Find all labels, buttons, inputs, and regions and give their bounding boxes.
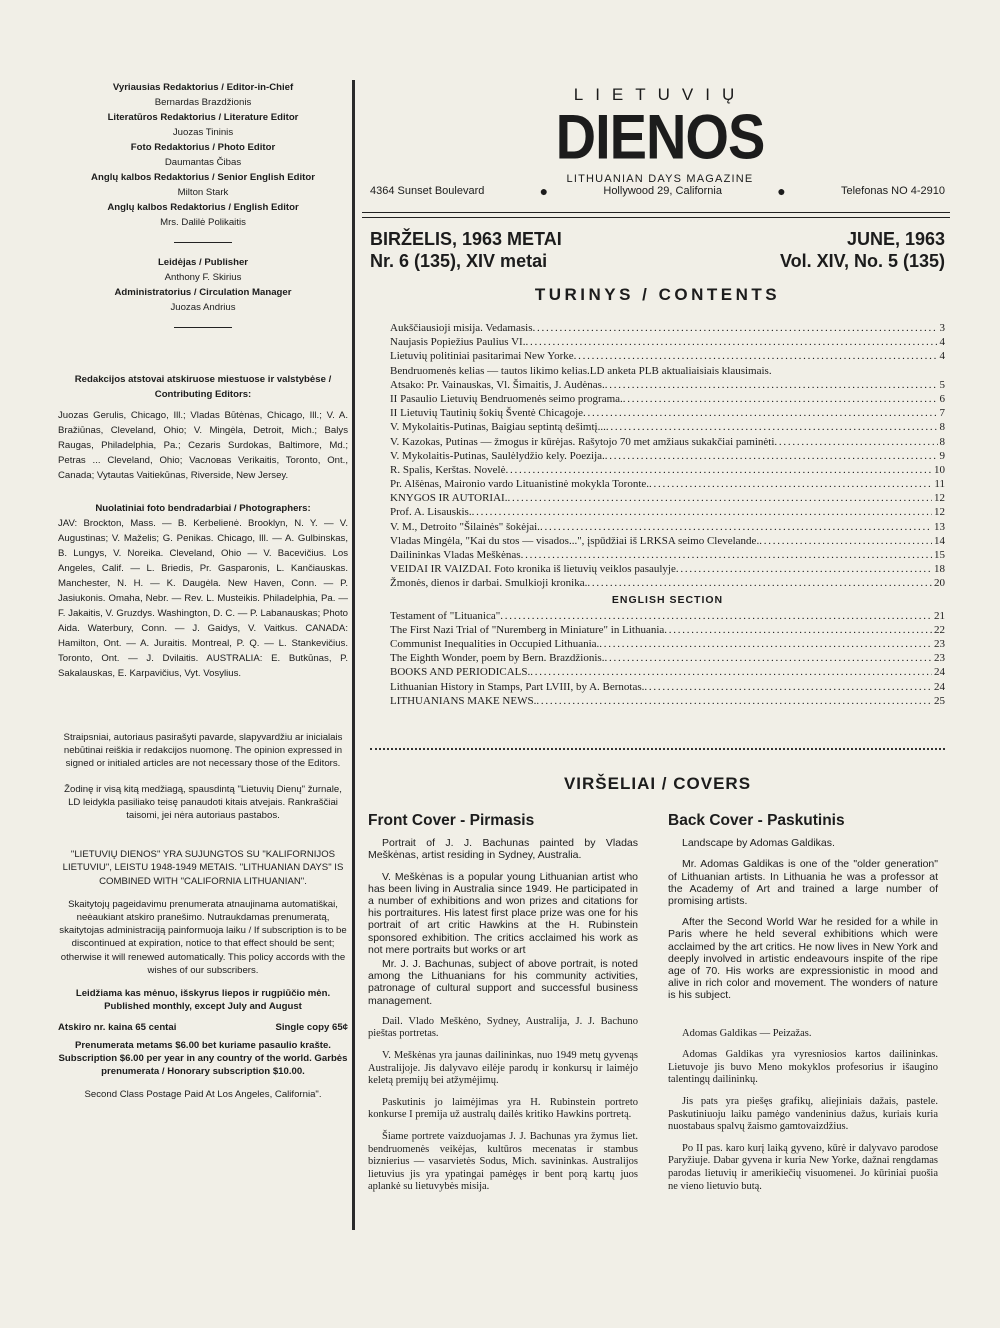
toc-leader-dots (500, 609, 932, 623)
single-price-en: Single copy 65¢ (275, 1022, 348, 1034)
issue-info-en (780, 228, 945, 272)
toc-leader-dots (505, 463, 932, 477)
toc-leader-dots (604, 651, 932, 665)
toc-entry (390, 420, 945, 434)
back-cover-lt-paragraph: Adomas Galdikas — Peizažas. (682, 1027, 812, 1039)
toc-entry-title: V. Kazokas, Putinas — žmogus ir kūrėjas. Rašytojo 70 met amžiaus sukakčiai paminėti (390, 435, 775, 448)
front-cover-en-paragraph: Mr. J. J. Bachunas, subject of above portrait, is noted among the Lithuanians for his community activities, patronage of cultural support and successful business management. (368, 958, 638, 1007)
toc-entry-page: 25 (934, 694, 945, 707)
photographers-heading: Nuolatiniai foto bendradarbiai / Photographers: (95, 503, 311, 514)
contributing-body: Juozas Gerulis, Chicago, Ill.; Vladas Būtėnas, Chicago, Ill.; V. A. Bražiūnas, Cleveland, Ohio; V. Mingėla, Detroit, Mich.; Balys Raugas, Philadelphia, Pa.; Cezaris Surdokas, Baltimore, Md.; Petras ... Cleveland, Ohio; Vacловas Verikaitis, Toronto, Ont., Canada; Vytautas Vaitiekūnas, Riverside, New Jersey. (58, 410, 348, 481)
subscription-notice: Prenumerata metams $6.00 bet kuriame pasaulio krašte. Subscription $6.00 per year in any country of the world. Garbės prenumerata / Honorary subscription $10.00. (58, 1039, 348, 1078)
postage-notice: Second Class Postage Paid At Los Angeles, California". (84, 1089, 322, 1101)
toc-entry-page: 18 (934, 563, 945, 576)
toc-entry-page: 24 (934, 680, 945, 693)
issue-number-lt: Nr. 6 (135), XIV metai (370, 251, 548, 271)
english-contents (390, 609, 945, 708)
toc-entry-title: Atsako: Pr. Vainauskas, Vl. Šimaitis, J. Audėnas. (390, 378, 605, 391)
toc-entry-title: Žmonės, dienos ir darbai. Smulkioji kronika. (390, 577, 588, 590)
front-cover-lt-paragraph: Paskutinis jo laimėjimas yra H. Rubinstein portreto konkurse I premija už australų dailės kritiko Hawkins portretą. (368, 1096, 638, 1121)
toc-entry-title: Communist Inequalities in Occupied Lithuania. (390, 637, 600, 650)
toc-entry-title: Lietuvių politiniai pasitarimai New Yorke (390, 350, 574, 363)
toc-leader-dots (676, 562, 932, 576)
english-editor-name: Mrs. Dalilė Polikaitis (160, 217, 246, 228)
toc-entry-page: 9 (939, 449, 945, 462)
toc-entry (390, 505, 945, 519)
front-cover-title: Front Cover - Pirmasis (368, 812, 535, 829)
lit-editor-name: Juozas Tininis (172, 127, 234, 138)
toc-leader-dots (540, 520, 932, 534)
toc-entry-page: 7 (939, 407, 945, 420)
toc-entry-page: 8 (939, 421, 945, 434)
toc-entry (390, 548, 945, 562)
front-cover-column (368, 812, 638, 1203)
toc-leader-dots (664, 623, 932, 637)
toc-entry-title: V. Mykolaitis-Putinas, Baigiau septintą dešimtį... (390, 421, 606, 434)
lit-editor-label: Literatūros Redaktorius / Literature Editor (107, 112, 299, 123)
column-rule (352, 80, 355, 1230)
issue-number-en: Vol. XIV, No. 5 (135) (779, 251, 945, 271)
photo-editor-label: Foto Redaktorius / Photo Editor (130, 142, 276, 153)
magazine-title: DIENOS (555, 101, 765, 172)
issue-date-lt: BIRŽELIS, 1963 METAI (370, 229, 562, 249)
photographers-body: JAV: Brockton, Mass. — B. Kerbelienė. Brooklyn, N. Y. — V. Augustinas; V. Maželis; G. Penikas. Chicago, Ill. — A. Gulbinskas, B. Lungys, V. Noreika. Cleveland, Ohio — V. Bacevičius. Los Angeles, Calif. — L. Briedis, Pr. Gasparonis, L. Kančiauskas. Manchester, N. H. — K. Daugėla. New Haven, Conn. — P. Jasiukonis. Omaha, Nebr. — Rev. L. Musteikis. Philadelphia, Pa. — F. Jakaitis, V. Gruzdys. Washington, D. C. — P. Labanauskas; Photo Aida. Waterbury, Conn. — J. Gaidys, V. Vaitkus. CANADA: Hamilton, Ont. — A. Juraitis. Montreal, P. Q. — L. Stankevičius. Toronto, Ont. — J. Dvilaitis. AUSTRALIA: E. Butkūnas, P. Sakalauskas, E. Karpavičius, Vyt. Vosylius. (58, 518, 348, 679)
toc-entry-title: II Pasaulio Lietuvių Bendruomenės seimo programa. (390, 392, 623, 405)
admin-label: Administratorius / Circulation Manager (114, 287, 292, 298)
toc-leader-dots (644, 680, 932, 694)
toc-entry-page: 14 (934, 534, 945, 547)
address-line (370, 185, 945, 197)
english-editor-label: Anglų kalbos Redaktorius / English Editor (107, 202, 299, 213)
toc-entry-page: 4 (939, 336, 945, 349)
toc-leader-dots (525, 335, 937, 349)
toc-entry-page: 3 (939, 322, 945, 334)
admin-name: Juozas Andrius (170, 302, 236, 313)
toc-entry-page: 24 (934, 666, 945, 679)
toc-entry (390, 364, 945, 378)
contributing-editors (58, 372, 348, 483)
english-section-heading: ENGLISH SECTION (611, 593, 724, 606)
front-cover-lt-paragraph: Dail. Vlado Meškėno, Sydney, Australija, J. J. Bachuno pieštas portretas. (368, 1015, 638, 1040)
toc-entry-page: 12 (934, 492, 945, 505)
toc-entry-title: KNYGOS IR AUTORIAI. (390, 492, 508, 505)
toc-entry (390, 680, 945, 694)
toc-entry-title: II Lietuvių Tautinių šokių Šventė Chicagoje (390, 407, 584, 420)
masthead-top: LIETUVIŲ (573, 85, 747, 104)
toc-leader-dots (587, 576, 932, 590)
back-cover-en-paragraph: After the Second World War he resided for a while in Paris where he held several exhibitions which were acclaimed by the art critics. He now lives in New York and deeply involved in artistic endeavours inspite of the ripe age of 70. His works are expressionistic in mood and alive in rich color and movement. The wonders of nature is his subject. (668, 916, 938, 1002)
toc-entry (390, 637, 945, 651)
toc-entry-page: 22 (934, 623, 945, 636)
toc-leader-dots (583, 406, 937, 420)
covers-heading: VIRŠELIAI / COVERS (563, 774, 752, 793)
toc-entry (390, 665, 945, 679)
toc-leader-dots (521, 548, 932, 562)
divider (174, 242, 232, 243)
photo-editor-name: Daumantas Čibas (164, 157, 242, 168)
toc-entry (390, 406, 945, 420)
publisher-name: Anthony F. Skirius (164, 272, 242, 283)
issue-info (370, 228, 945, 272)
toc-entry-page: 5 (939, 378, 945, 391)
toc-entry (390, 609, 945, 623)
toc-entry-title: The First Nazi Trial of "Nuremberg in Miniature" in Lithuania (390, 623, 665, 636)
issue-date-en: JUNE, 1963 (846, 229, 945, 249)
back-cover-column (668, 812, 938, 1202)
toc-entry-title: BOOKS AND PERIODICALS. (390, 666, 531, 679)
back-cover-en-paragraph: Landscape by Adomas Galdikas. (682, 837, 835, 850)
toc-entry (390, 534, 945, 548)
toc-leader-dots (649, 477, 932, 491)
toc-entry-title: Pr. Alšėnas, Maironio vardo Lituanistinė mokykla Toronte. (390, 478, 650, 491)
phone-number: Telefonas NO 4-2910 (841, 185, 945, 197)
toc-leader-dots (605, 449, 938, 463)
divider (174, 327, 232, 328)
contributing-heading: Redakcijos atstovai atskiruose miestuose ir valstybėse / Contributing Editors: (74, 374, 332, 400)
toc-entry (390, 463, 945, 477)
masthead (370, 85, 950, 185)
toc-entry (390, 623, 945, 637)
toc-entry-page: 8 (939, 435, 945, 448)
toc-entry-title: Dailininkas Vladas Meškėnas (390, 549, 521, 561)
toc-leader-dots (759, 534, 932, 548)
toc-entry (390, 651, 945, 665)
staff-column (58, 80, 348, 1101)
toc-entry-page: 13 (934, 520, 945, 533)
toc-entry (390, 520, 945, 534)
toc-leader-dots (774, 435, 937, 449)
toc-entry-title: The Eighth Wonder, poem by Bern. Brazdžionis. (390, 652, 605, 665)
back-cover-lt-paragraph: Adomas Galdikas yra vyresniosios kartos dailininkas. Lietuvoje jis buvo Meno mokyklos profesorius ir išaugino talentingų dailininkų. (668, 1049, 938, 1086)
front-cover-en-paragraph: V. Meškėnas is a popular young Lithuanian artist who has been living in Australia since 1949. He participated in a number of exhibitions and won prizes and citations for his portraitures. His latest first place prize was one for his portrait of art critic Hawkins at the H. Rubinstein sponsored exhibition. The critics acclaimed his work as not mere portraits but works or art (368, 870, 638, 956)
toc-entry-title: Aukščiausioji misija. Vedamasis (390, 322, 533, 334)
toc-entry (390, 349, 945, 363)
toc-leader-dots (599, 637, 932, 651)
toc-entry-title: V. M., Detroito "Šilainės" šokėjai. (390, 520, 540, 533)
editor-label: Vyriausias Redaktorius / Editor-in-Chief (112, 82, 294, 93)
front-cover-lt-paragraph: V. Meškėnas yra jaunas dailininkas, nuo 1949 metų gyvenąs Australijoje. Jis dalyvavo eilėje parodų ir konkursų ir laimėjo keletą premijų bei atžymėjimų. (368, 1050, 638, 1087)
lithuanian-contents (390, 321, 945, 591)
back-cover-lt-paragraph: Po II pas. karo kurį laiką gyveno, kūrė ir dalyvavo parodose Paryžiuje. Dabar gyvena ir kuria New Yorke, dažnai rengdamas parodas lietuvių ir amerikiečių visuomenei. Jo kūriniai puošia ne vieno lietuvio butą. (668, 1142, 938, 1192)
wavy-divider (370, 742, 945, 750)
toc-entry (390, 694, 945, 708)
toc-entry-title: Bendruomenės kelias — tautos likimo kelias.LD anketa PLB aktualiaisiais klausimais. (390, 364, 772, 377)
toc-entry-page: 21 (934, 609, 945, 622)
double-rule (362, 212, 950, 218)
toc-leader-dots (605, 378, 938, 392)
toc-entry-title: Naujasis Popiežius Paulius VI. (390, 336, 526, 349)
single-price-lt: Atskiro nr. kaina 65 centai (58, 1022, 177, 1034)
senior-editor-name: Milton Stark (177, 187, 229, 198)
senior-editor-label: Anglų kalbos Redaktorius / Senior English Editor (91, 172, 315, 183)
toc-entry (390, 378, 945, 392)
toc-entry-page: 10 (934, 463, 945, 476)
toc-entry (390, 491, 945, 505)
toc-entry (390, 335, 945, 349)
toc-entry (390, 576, 945, 590)
reprint-notice: Žodinę ir visą kitą medžiagą, spausdintą "Lietuvių Dienų" žurnale, LD leidykla pasiliako teisę panaudoti kitais atvejais. Rankraščiai taisomi, jei nėra autoriaus pastabos. (64, 783, 342, 822)
toc-entry-title: Prof. A. Lisauskis. (390, 506, 472, 519)
toc-entry (390, 392, 945, 406)
city-address: Hollywood 29, California (603, 185, 722, 197)
toc-entry-title: Testament of "Lituanica" (390, 609, 501, 622)
bullet-icon: ● (539, 183, 549, 199)
toc-entry-title: VEIDAI IR VAIZDAI. Foto kronika iš lietuvių veiklos pasaulyje (390, 563, 676, 576)
back-cover-lt-paragraph: Jis pats yra piešęs grafikų, aliejiniais dažais, pastele. Paskutiniuoju laiku pamėgo vandeninius dažus, kuriais kuria nuostabaus spalvų žaismo gamtovaizdžius. (668, 1096, 938, 1133)
toc-leader-dots (507, 491, 932, 505)
table-of-contents (390, 321, 945, 708)
toc-entry-page: 4 (939, 350, 945, 363)
toc-leader-dots (574, 349, 938, 363)
toc-entry-title: LITHUANIANS MAKE NEWS. (390, 694, 537, 707)
toc-leader-dots (530, 665, 932, 679)
toc-entry-page: 11 (934, 478, 945, 491)
toc-leader-dots (606, 420, 938, 434)
subscriber-notice: Skaitytojų pageidavimu prenumerata atnaujinama automatiškai, neėaukiant atskiro pranešimo. Nutraukdamas prenumeratą, skaitytojas administraciją painformuoja laiku / If subscription is to be discontinued at expiration, notice to that effect should be sent; otherwise it will renewed automatically. This policy accords with the wishes of our subscribers. (59, 898, 347, 976)
back-cover-title: Back Cover - Paskutinis (668, 812, 845, 829)
toc-entry-title: Lithuanian History in Stamps, Part LVIII, by A. Bernotas. (390, 680, 645, 693)
notices (58, 731, 348, 1101)
opinion-notice: Straipsniai, autoriaus pasirašyti pavarde, slapyvardžiu ar inicialais nebūtinai reiškia ir redakcijos nuomonę. The opinion expressed in signed or initialed articles are not necessary those of the Editors. (63, 732, 343, 770)
magazine-subtitle: LITHUANIAN DAYS MAGAZINE (566, 173, 754, 185)
editor-name: Bernardas Brazdžionis (154, 97, 252, 108)
photographers (58, 501, 348, 681)
toc-entry-page: 15 (934, 549, 945, 561)
toc-entry (390, 477, 945, 491)
publisher-label: Leidėjas / Publisher (157, 257, 249, 268)
toc-entry-page: 6 (939, 392, 945, 405)
toc-entry-title: R. Spalis, Kerštas. Novelė (390, 463, 506, 476)
contents-heading: TURINYS / CONTENTS (534, 285, 781, 304)
toc-leader-dots (623, 392, 938, 406)
toc-entry (390, 562, 945, 576)
monthly-notice: Leidžiama kas mėnuo, išskyrus liepos ir rugpiūčio mėn. Published monthly, except July and August (75, 988, 331, 1013)
single-copy-price (58, 1021, 348, 1034)
front-cover-lt-paragraph: Šiame portrete vaizduojamas J. J. Bachunas yra žymus liet. bendruomenės veikėjas, kultūros mecenatas ir stambus biznierius — vasarvietės Sodus, Mich. savininkas. Australijos lietuvius jis yra ypatingai pamėgęs ir bent porą kartų juos aplankė su lietuvybės misija. (368, 1131, 638, 1193)
toc-entry (390, 435, 945, 449)
toc-leader-dots (472, 505, 932, 519)
staff-box (58, 80, 348, 328)
toc-entry (390, 321, 945, 335)
toc-entry-page: 23 (934, 637, 945, 650)
toc-entry-title: V. Mykolaitis-Putinas, Saulėlydžio kely. Poezija. (390, 449, 605, 462)
toc-entry-page: 12 (934, 506, 945, 519)
toc-entry (390, 449, 945, 463)
street-address: 4364 Sunset Boulevard (370, 185, 485, 197)
toc-entry-title: Vladas Mingėla, "Kai du stos — visados...", įspūdžiai iš LRKSA seimo Clevelande. (390, 534, 760, 547)
toc-entry-page: 23 (934, 652, 945, 665)
back-cover-en-paragraph: Mr. Adomas Galdikas is one of the "older generation" of Lithuanian artists. In Lithuania he was a professor at the Academy of Art and trained a large number of promising artists. (668, 858, 938, 908)
toc-entry-page: 20 (934, 577, 945, 590)
toc-leader-dots (532, 321, 937, 335)
merged-notice: "LIETUVIŲ DIENOS" YRA SUJUNGTOS SU "KALIFORNIJOS LIETUVIU", LEISTU 1948-1949 METAIS. "LITHUANIAN DAYS" IS COMBINED WITH "CALIFORNIA LITHUANIAN". (62, 849, 344, 887)
front-cover-en-paragraph: Portrait of J. J. Bachunas painted by Vladas Meškėnas, artist residing in Sydney, Australia. (368, 837, 638, 862)
toc-leader-dots (536, 694, 932, 708)
bullet-icon: ● (777, 183, 786, 199)
